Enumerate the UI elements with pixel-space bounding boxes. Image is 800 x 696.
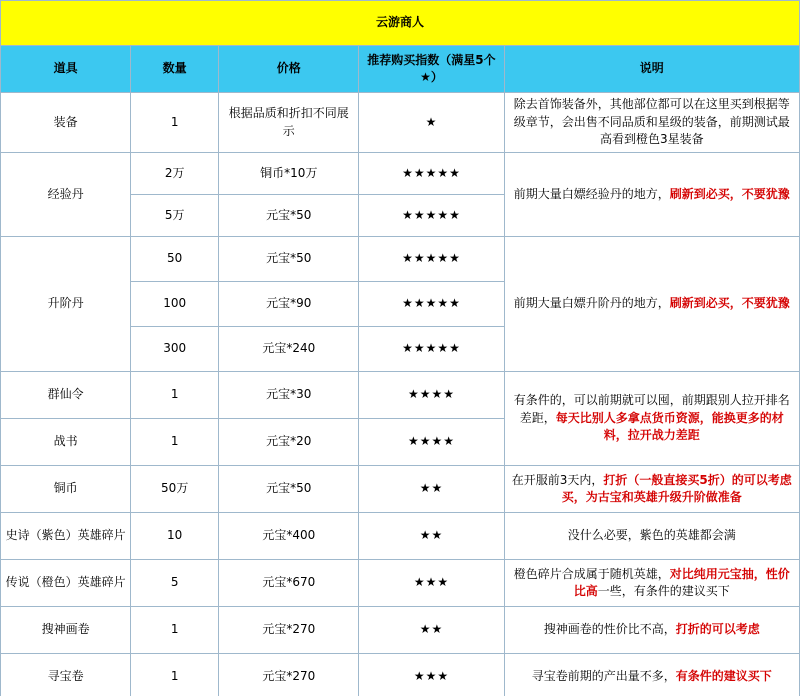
desc-text: 距， — [531, 410, 556, 425]
item-price: 元宝*240 — [219, 327, 359, 372]
desc-text: 前期大量白嫖升阶丹的地方， — [513, 296, 670, 311]
desc-highlight-text: 为古宝和英雄升级升阶做准备 — [585, 490, 742, 504]
table-row — [1, 560, 800, 607]
item-rating: ★★★★ — [359, 419, 504, 466]
item-rating: ★★★★★ — [359, 327, 504, 372]
item-rating: ★★★ — [359, 654, 504, 696]
item-rating: ★★★ — [359, 560, 504, 607]
item-price: 元宝*670 — [219, 560, 359, 607]
item-price: 元宝*30 — [219, 372, 359, 419]
table-row — [1, 237, 800, 282]
item-name: 史诗（紫色）英雄碎片 — [1, 513, 131, 560]
table-row — [1, 654, 800, 696]
table-row — [1, 153, 800, 195]
item-quantity: 100 — [131, 282, 219, 327]
item-rating: ★★ — [359, 607, 504, 654]
item-quantity: 1 — [131, 607, 219, 654]
item-name: 经验丹 — [1, 153, 131, 237]
desc-highlight-text: 刷新到必买，不要犹豫 — [669, 186, 790, 201]
desc-highlight-text: 对比纯用元宝抽，性价比高 — [573, 566, 790, 598]
column-header-item: 道具 — [1, 46, 131, 93]
desc-text: 寻宝卷前期的产出量不多， — [531, 669, 676, 684]
table-row — [1, 372, 800, 419]
item-price: 元宝*270 — [219, 654, 359, 696]
item-rating: ★★★★★ — [359, 237, 504, 282]
item-price: 元宝*20 — [219, 419, 359, 466]
desc-highlight-text: 战力差距 — [651, 428, 700, 443]
column-header-rating: 推荐购买指数（满星5个★） — [359, 46, 504, 93]
item-quantity: 50 — [131, 237, 219, 282]
item-name: 战书 — [1, 419, 131, 466]
desc-highlight-text: 打折（一般直接买5折）的可以考虑买， — [561, 472, 792, 504]
desc-text: 橙色碎片合成属于随机英雄， — [513, 566, 670, 581]
item-description — [504, 237, 799, 372]
item-rating: ★★★★★ — [359, 195, 504, 237]
item-quantity: 1 — [131, 419, 219, 466]
item-name: 传说（橙色）英雄碎片 — [1, 560, 131, 607]
item-description — [504, 607, 799, 654]
column-header-price: 价格 — [219, 46, 359, 93]
item-price: 元宝*400 — [219, 513, 359, 560]
item-rating: ★ — [359, 93, 504, 153]
item-price: 元宝*90 — [219, 282, 359, 327]
desc-text: 在开服前3天内， — [511, 472, 604, 487]
item-price: 铜币*10万 — [219, 153, 359, 195]
desc-text: 搜神画卷的性价比不高， — [543, 622, 676, 637]
desc-text: 除去首饰装备外，其他部位都可以在这里买到 — [513, 97, 754, 112]
item-quantity: 50万 — [131, 466, 219, 513]
item-price: 元宝*270 — [219, 607, 359, 654]
item-name: 搜神画卷 — [1, 607, 131, 654]
table-header-row — [1, 46, 800, 93]
item-rating: ★★★★★ — [359, 282, 504, 327]
item-quantity: 1 — [131, 654, 219, 696]
table-row — [1, 93, 800, 153]
desc-text: 没什么必要，紫色的英雄都会满 — [567, 528, 736, 543]
desc-highlight-text: 打折的可以考虑 — [675, 622, 760, 637]
desc-text: 最高看到橙色3星装备 — [599, 114, 790, 147]
column-header-quantity: 数量 — [131, 46, 219, 93]
page-title: 云游商人 — [1, 1, 800, 46]
desc-highlight-text: 刷新到必买，不要犹豫 — [669, 296, 790, 311]
item-description — [504, 466, 799, 513]
item-price: 元宝*50 — [219, 195, 359, 237]
table-title-row — [1, 1, 800, 46]
item-price: 元宝*50 — [219, 466, 359, 513]
item-rating: ★★★★★ — [359, 153, 504, 195]
item-description — [504, 654, 799, 696]
column-header-description: 说明 — [504, 46, 799, 93]
item-quantity: 2万 — [131, 153, 219, 195]
item-description — [504, 153, 799, 237]
item-name: 寻宝卷 — [1, 654, 131, 696]
item-description-merged — [504, 372, 799, 466]
item-quantity: 5 — [131, 560, 219, 607]
desc-text: 有条件的，可以前期就可以囤，前期跟别人拉开排名差 — [513, 393, 790, 425]
desc-text: 前期大量白嫖经验丹的地方， — [513, 186, 670, 201]
item-rating: ★★ — [359, 466, 504, 513]
table-row — [1, 466, 800, 513]
item-price: 根据品质和折扣不同展示 — [219, 93, 359, 153]
item-quantity: 1 — [131, 372, 219, 419]
item-name: 铜币 — [1, 466, 131, 513]
desc-text: 根据等级章节，会出售不同品质和星级的装备，前期测试 — [513, 97, 790, 129]
desc-highlight-text: 有条件的建议买下 — [675, 669, 772, 684]
item-quantity: 300 — [131, 327, 219, 372]
item-name: 升阶丹 — [1, 237, 131, 372]
item-name: 群仙令 — [1, 372, 131, 419]
desc-text: 一些，有条件的建议买下 — [597, 584, 730, 598]
item-quantity: 1 — [131, 93, 219, 153]
item-quantity: 5万 — [131, 195, 219, 237]
table-row — [1, 607, 800, 654]
item-price: 元宝*50 — [219, 237, 359, 282]
item-description — [504, 93, 799, 153]
item-rating: ★★★★ — [359, 372, 504, 419]
table-row — [1, 513, 800, 560]
item-rating: ★★ — [359, 513, 504, 560]
item-description — [504, 513, 799, 560]
item-quantity: 10 — [131, 513, 219, 560]
item-description — [504, 560, 799, 607]
item-name: 装备 — [1, 93, 131, 153]
desc-highlight-text: 每天比别人多拿点货币资源，能换更多的材料，拉开 — [555, 410, 784, 443]
